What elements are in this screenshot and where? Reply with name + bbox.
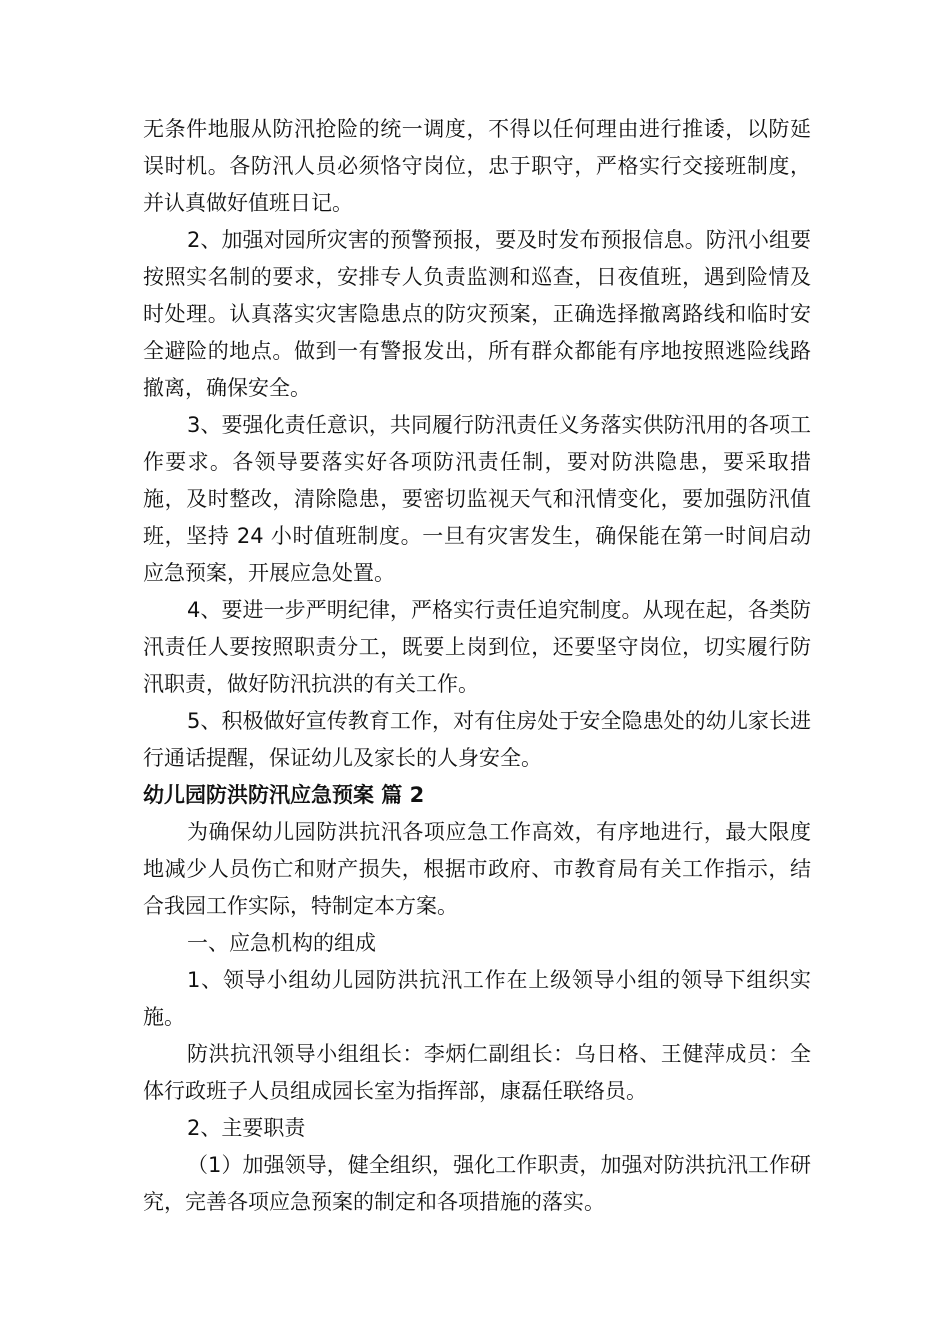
paragraph-item-3: 3、要强化责任意识，共同履行防汛责任义务落实供防汛用的各项工作要求。各领导要落实好各项防汛责任制，要对防洪隐患，要采取措施，及时整改，清除隐患，要密切监视天气和汛情变化，要加强防汛值班，坚持 24 小时值班制度。一旦有灾害发生，确保能在第一时间启动应急预案，开展应急处置。 [143, 413, 811, 585]
subsection-heading-duties: 2、主要职责 [187, 1116, 306, 1140]
subsection-heading-organization: 一、应急机构的组成 [187, 931, 376, 955]
section-intro-paragraph: 为确保幼儿园防洪抗汛各项应急工作高效，有序地进行，最大限度地减少人员伤亡和财产损失，根据市政府、市教育局有关工作指示，结合我园工作实际，特制定本方案。 [143, 820, 811, 918]
paragraph-duty-1: （1）加强领导，健全组织，强化工作职责，加强对防洪抗汛工作研究，完善各项应急预案的制定和各项措施的落实。 [143, 1153, 811, 1214]
paragraph-item-5: 5、积极做好宣传教育工作，对有住房处于安全隐患处的幼儿家长进行通话提醒，保证幼儿及家长的人身安全。 [143, 709, 811, 770]
paragraph-continuation: 无条件地服从防汛抢险的统一调度，不得以任何理由进行推诿，以防延误时机。各防汛人员必须恪守岗位，忠于职守，严格实行交接班制度，并认真做好值班日记。 [143, 117, 811, 215]
paragraph-group-members: 防洪抗汛领导小组组长：李炳仁副组长：乌日格、王健萍成员：全体行政班子人员组成园长室为指挥部，康磊任联络员。 [143, 1042, 811, 1103]
paragraph-leadership-group: 1、领导小组幼儿园防洪抗汛工作在上级领导小组的领导下组织实施。 [143, 968, 811, 1029]
paragraph-item-2: 2、加强对园所灾害的预警预报，要及时发布预报信息。防汛小组要按照实名制的要求，安排专人负责监测和巡查，日夜值班，遇到险情及时处理。认真落实灾害隐患点的防灾预案，正确选择撤离路线和临时安全避险的地点。做到一有警报发出，所有群众都能有序地按照逃险线路撤离，确保安全。 [143, 228, 811, 400]
paragraph-item-4: 4、要进一步严明纪律，严格实行责任追究制度。从现在起，各类防汛责任人要按照职责分工，既要上岗到位，还要坚守岗位，切实履行防汛职责，做好防汛抗洪的有关工作。 [143, 598, 811, 696]
document-body [143, 111, 811, 1221]
section-title: 幼儿园防洪防汛应急预案 篇 2 [143, 783, 425, 807]
